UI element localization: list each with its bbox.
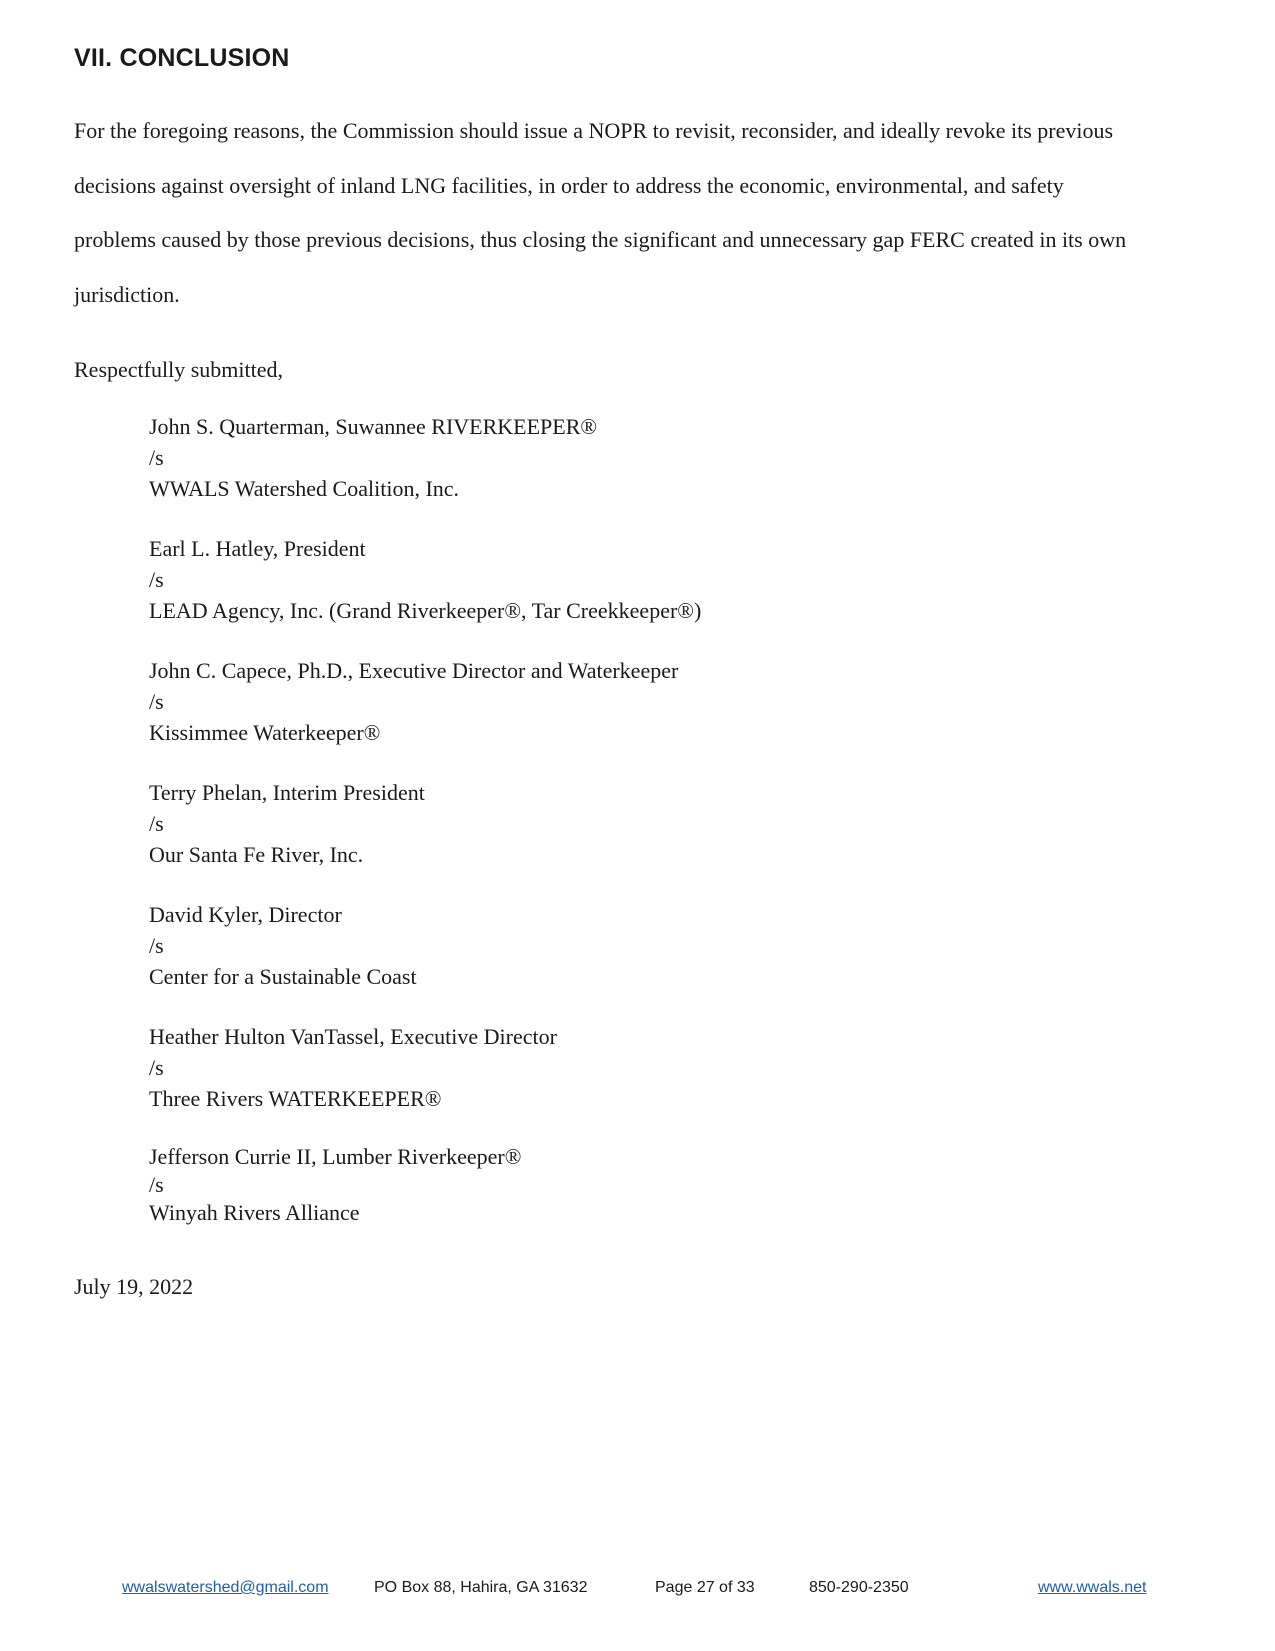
document-date: July 19, 2022 [74,1274,194,1299]
signatory-organization: LEAD Agency, Inc. (Grand Riverkeeper®, Tar Creekkeeper®) [149,598,702,623]
signatory-name: Heather Hulton VanTassel, Executive Director [149,1024,557,1049]
signatory-block [149,899,417,992]
footer-address: PO Box 88, Hahira, GA 31632 [374,1579,588,1596]
signature-mark: /s [149,811,164,836]
signatory-organization: Our Santa Fe River, Inc. [149,842,364,867]
signature-mark: /s [149,445,164,470]
footer-phone: 850-290-2350 [809,1579,909,1596]
signature-mark: /s [149,1172,164,1197]
paragraph-line: problems caused by those previous decisions, thus closing the significant and unnecessary gap FERC created in its own [74,227,1127,252]
signature-mark: /s [149,933,164,958]
signatory-name: John C. Capece, Ph.D., Executive Director and Waterkeeper [149,658,679,683]
signatory-name: David Kyler, Director [149,902,342,927]
signatory-name: Jefferson Currie II, Lumber Riverkeeper® [149,1144,522,1169]
signatory-name: Terry Phelan, Interim President [149,780,425,805]
paragraph-line: For the foregoing reasons, the Commission should issue a NOPR to revisit, reconsider, and ideally revoke its previous [74,118,1114,143]
signatory-block [149,1143,521,1227]
closing-line: Respectfully submitted, [74,357,283,382]
signatory-name: John S. Quarterman, Suwannee RIVERKEEPER® [149,414,598,439]
signature-mark: /s [149,567,164,592]
signatory-organization: Kissimmee Waterkeeper® [149,720,381,745]
signatory-organization: Winyah Rivers Alliance [149,1200,360,1225]
paragraph-line: jurisdiction. [74,281,180,307]
signatory-block [149,411,597,504]
signatory-block [149,533,701,626]
paragraph-line: decisions against oversight of inland LNG facilities, in order to address the economic, environmental, and safety [74,172,1064,198]
conclusion-paragraph [74,104,1184,322]
signatory-block [149,777,425,870]
signature-mark: /s [149,1055,164,1080]
signature-mark: /s [149,689,164,714]
signatory-organization: Three Rivers WATERKEEPER® [149,1086,442,1111]
footer-email-link[interactable]: wwalswatershed@gmail.com [122,1579,329,1596]
signatory-block [149,1021,557,1114]
section-heading: VII. CONCLUSION [74,44,290,72]
page-footer [0,1579,1275,1603]
footer-website-link[interactable]: www.wwals.net [1038,1579,1147,1596]
signatory-name: Earl L. Hatley, President [149,536,366,561]
signatory-organization: Center for a Sustainable Coast [149,964,417,989]
signatory-block [149,655,678,748]
signatory-organization: WWALS Watershed Coalition, Inc. [149,476,460,501]
footer-page-number: Page 27 of 33 [655,1579,755,1596]
